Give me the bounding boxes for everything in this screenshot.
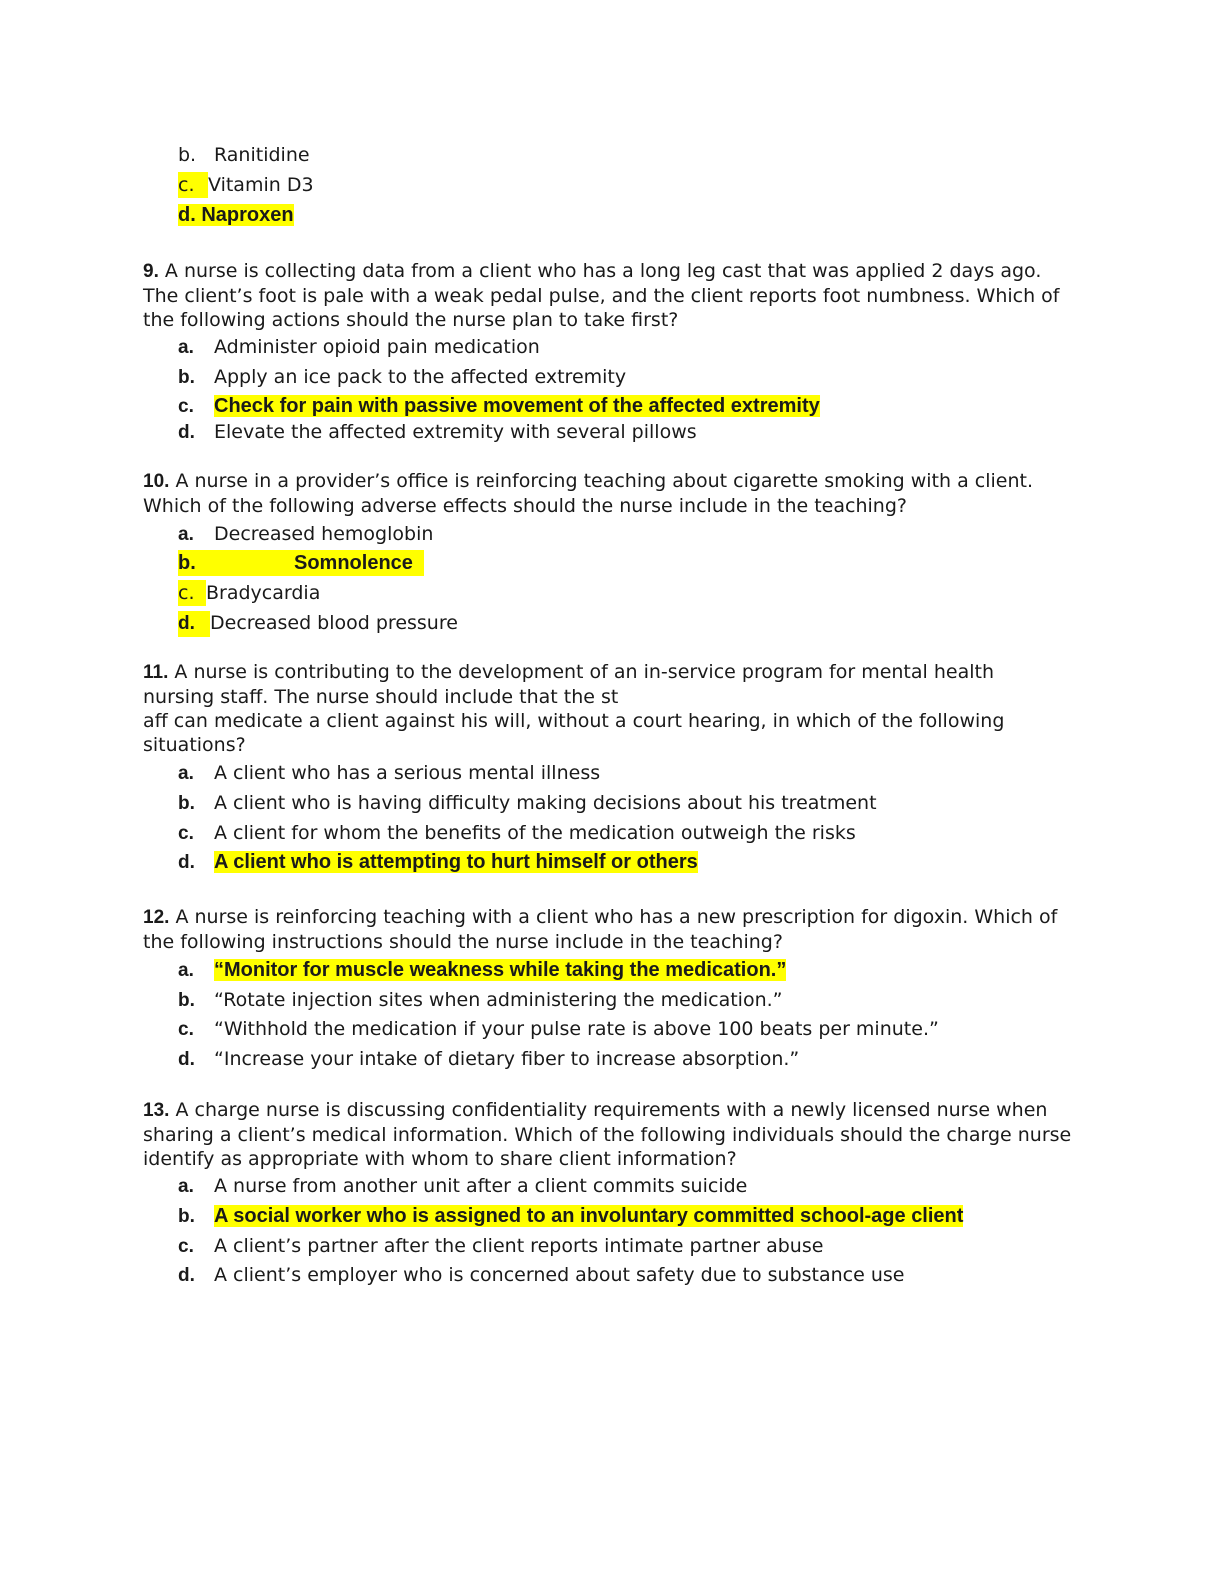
option-12a-answer: a. “Monitor for muscle weakness while taking the medication.” <box>178 959 787 981</box>
option-10b-answer: b. Somnolence <box>178 550 424 576</box>
option-10a: a. Decreased hemoglobin <box>178 523 434 545</box>
question-9-stem: 9. A nurse is collecting data from a client who has a long leg cast that was applied 2 days ago. The client’s foot is pale with a weak pedal pulse, and the client reports foot numbness. Which of the following actions should the nurse plan to take first? <box>143 260 1060 331</box>
question-12-stem: 12. A nurse is reinforcing teaching with a client who has a new prescription for digoxin. Which of the following instructions should the nurse include in the teaching? <box>143 906 1058 953</box>
option-8c: c. Vitamin D3 <box>178 174 314 196</box>
option-12b: b. “Rotate injection sites when administering the medication.” <box>178 989 783 1011</box>
question-10-stem: 10. A nurse in a provider’s office is reinforcing teaching about cigarette smoking with a client. Which of the following adverse effects should the nurse include in the teaching? <box>143 470 1033 517</box>
question-11-stem: 11. A nurse is contributing to the development of an in-service program for mental health nursing staff. The nurse should include that the st aff can medicate a client against his will, without a court hearing, in which of the following situations? <box>143 661 1005 756</box>
option-10c: c. Bradycardia <box>178 582 321 604</box>
option-9d: d. Elevate the affected extremity with several pillows <box>178 421 697 443</box>
option-10d: d. Decreased blood pressure <box>178 610 458 637</box>
option-8d-answer: d. Naproxen <box>178 204 294 226</box>
option-12c: c. “Withhold the medication if your pulse rate is above 100 beats per minute.” <box>178 1018 939 1040</box>
option-11d-answer: d. A client who is attempting to hurt himself or others <box>178 851 698 873</box>
option-9a: a. Administer opioid pain medication <box>178 336 540 358</box>
option-13a: a. A nurse from another unit after a client commits suicide <box>178 1175 748 1197</box>
option-13b-answer: b. A social worker who is assigned to an involuntary committed school-age client <box>178 1205 964 1227</box>
question-13-stem: 13. A charge nurse is discussing confidentiality requirements with a newly licensed nurse when sharing a client’s medical information. Which of the following individuals should the charge nurse identify as appropriate with whom to share client information? <box>143 1099 1072 1170</box>
option-13d: d. A client’s employer who is concerned about safety due to substance use <box>178 1264 905 1286</box>
option-8c-letter: c. <box>178 172 208 198</box>
option-9b: b. Apply an ice pack to the affected extremity <box>178 366 627 388</box>
option-12d: d. “Increase your intake of dietary fiber to increase absorption.” <box>178 1048 800 1070</box>
option-8b: b. Ranitidine <box>178 144 310 166</box>
option-13c: c. A client’s partner after the client reports intimate partner abuse <box>178 1235 824 1257</box>
option-11c: c. A client for whom the benefits of the medication outweigh the risks <box>178 822 856 844</box>
option-9c-answer: c. Check for pain with passive movement of the affected extremity <box>178 395 820 417</box>
option-11a: a. A client who has a serious mental illness <box>178 762 601 784</box>
option-11b: b. A client who is having difficulty making decisions about his treatment <box>178 792 877 814</box>
